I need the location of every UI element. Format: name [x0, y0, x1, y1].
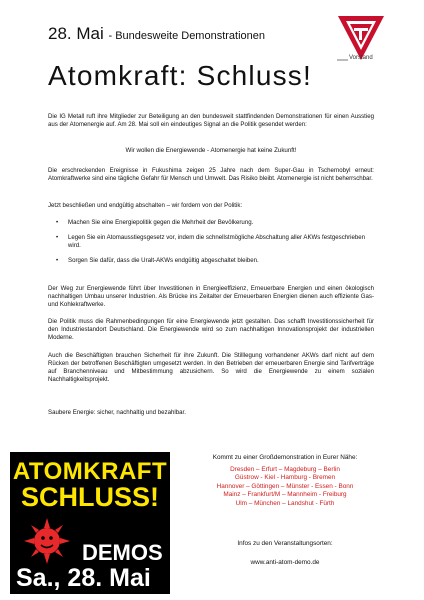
- demo-date: 28. Mai: [48, 24, 104, 43]
- poster-line-atomkraft: ATOMKRAFT: [12, 458, 168, 485]
- demand-item: • Legen Sie ein Atomausstiegsgesetz vor, indem die schnellstmögliche Abschaltung aller AKWs festgeschrieben wird.: [48, 234, 374, 250]
- demo-poster: [10, 452, 170, 594]
- city-list: [180, 466, 390, 508]
- venue-info-link[interactable]: www.anti-atom-demo.de: [250, 559, 320, 566]
- header-date-line: [48, 24, 265, 44]
- city-row: Güstrow - Kiel - Hamburg - Bremen: [234, 474, 336, 482]
- closing-line: Saubere Energie: sicher, nachhaltig und bezahlbar.: [48, 409, 186, 416]
- invite-line: Kommt zu einer Großdemonstration in Eurer Nähe:: [212, 454, 358, 461]
- city-row: Mainz – Frankfurt/M – Mannheim - Freiburg: [223, 491, 347, 499]
- demand-item: • Machen Sie eine Energiepolitik gegen die Mehrheit der Bevölkerung.: [48, 219, 374, 227]
- workers-paragraph: Auch die Beschäftigten brauchen Sicherheit für ihre Zukunft. Die Stilllegung vorhandener AKWs darf nicht auf dem Rücken der betroffenen Beschäftigten umgesetzt werden. In den Betrieben der erneuerbaren Energie sind Tarifverträge auf Branchenniveau und Mitbestimmung abzusichern. So wird die Energiewende zu einem sozialen Nachhaltigkeitsprojekt.: [48, 352, 374, 384]
- demands-intro: Jetzt beschließen und endgültig abschalten – wir fordern von der Politik:: [48, 202, 243, 209]
- poster-line-demos: DEMOS: [82, 540, 163, 565]
- demands-list: [48, 219, 374, 272]
- city-row: Dresden – Erfurt – Magdeburg – Berlin: [230, 466, 340, 473]
- demo-subtitle: - Bundesweite Demonstrationen: [108, 30, 266, 42]
- energy-path-paragraph: Der Weg zur Energiewende führt über Investitionen in Energieeffizienz, Erneuerbare Energien und einen ökologisch nachhaltigen Umbau unserer Industrien. Als Brücke ins Zeitalter der Erneuerbaren Energien dienen auch effiziente Gas- und Kohlekraftwerke.: [48, 285, 374, 309]
- policy-paragraph: Die Politik muss die Rahmenbedingungen für eine Energiewende jetzt gestalten. Das schafft Investitionssicherheit für den Industriestandort Deutschland. Die Energiewende wird so zum nachhaltigen Innovationsprojekt der industriellen Moderne.: [48, 318, 374, 342]
- logo-caption: Vorstand: [349, 55, 373, 61]
- city-row: Hannover – Göttingen – Münster - Essen - Bonn: [216, 482, 354, 490]
- city-row: Ulm – München – Landshut - Fürth: [235, 499, 335, 507]
- venue-info-label: Infos zu den Veranstaltungsorten:: [237, 540, 333, 547]
- events-paragraph: Die erschreckenden Ereignisse in Fukushima zeigen 25 Jahre nach dem Super-Gau in Tschernobyl erneut: Atomkraftwerke sind eine tägliche Gefahr für Mensch und Umwelt. Das Risiko bleibt. Atomenergie ist nicht beherrschbar.: [48, 167, 374, 183]
- poster-line-schluss: SCHLUSS!: [20, 482, 159, 512]
- slogan-line: Wir wollen die Energiewende - Atomenergie hat keine Zukunft!: [125, 147, 297, 154]
- intro-paragraph: Die IG Metall ruft ihre Mitglieder zur Beteiligung an den bundesweit stattfindenden Demonstrationen für einen Ausstieg aus der Atomenergie auf. Am 28. Mai soll ein eindeutiges Signal an die Politik gesendet werden:: [48, 113, 374, 129]
- poster-line-date: Sa., 28. Mai: [16, 564, 151, 592]
- demand-item: • Sorgen Sie dafür, dass die Uralt-AKWs endgültig abgeschaltet bleiben.: [48, 257, 374, 265]
- anti-nuclear-sun-icon: [24, 518, 70, 564]
- page-title: Atomkraft: Schluss!: [48, 60, 312, 91]
